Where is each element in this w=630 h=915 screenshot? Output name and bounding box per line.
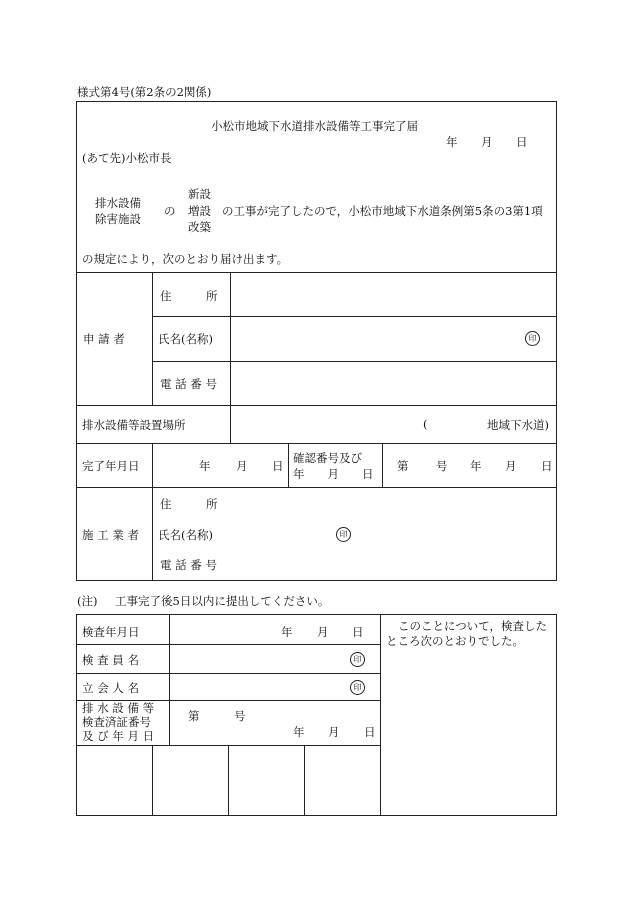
particle-no: の: [164, 204, 176, 218]
contractor-seal-icon: 印: [336, 527, 351, 542]
certificate-year: 年: [293, 725, 305, 739]
confirmation-day: 日: [541, 459, 553, 473]
contractor-label: 施 工 業 者: [82, 528, 139, 542]
certificate-label-1: 排 水 設 備 等: [82, 701, 155, 715]
location-label: 排水設備等設置場所: [82, 418, 186, 432]
submission-day: 日: [516, 135, 528, 149]
inspection-day: 日: [352, 625, 364, 639]
contractor-address-label: 住 所: [160, 497, 218, 511]
contractor-name-label: 氏名(名称): [158, 528, 213, 542]
witness-seal-icon: 印: [350, 680, 365, 695]
facility-type-2: 除害施設: [95, 212, 141, 226]
confirmation-number-prefix: 第: [397, 459, 409, 473]
completion-year: 年: [199, 459, 211, 473]
completion-day: 日: [272, 459, 284, 473]
note-marker: (注): [77, 594, 98, 608]
note-text: 工事完了後5日以内に提出してください。: [115, 594, 330, 608]
witness-label: 立 会 人 名: [82, 681, 139, 695]
work-type-extend: 増設: [188, 204, 211, 218]
confirmation-year: 年: [470, 459, 482, 473]
location-suffix: 地域下水道): [487, 418, 549, 432]
certificate-day: 日: [364, 725, 376, 739]
inspection-year: 年: [281, 625, 293, 639]
applicant-name-label: 氏名(名称): [158, 332, 213, 346]
contractor-phone-label: 電 話 番 号: [160, 558, 217, 572]
applicant-phone-label: 電 話 番 号: [160, 377, 217, 391]
statement-line-2: の規定により，次のとおり届け出ます。: [82, 252, 289, 266]
facility-type-1: 排水設備: [95, 196, 141, 210]
certificate-month: 月: [328, 725, 340, 739]
location-paren: (: [423, 417, 428, 431]
inspector-label: 検 査 員 名: [82, 653, 139, 667]
certificate-label-3: 及 び 年 月 日: [82, 729, 155, 743]
completion-date-label: 完了年月日: [82, 459, 140, 473]
confirmation-label: 確認番号及び: [293, 451, 362, 465]
statement-line-1: の工事が完了したので，小松市地域下水道条例第5条の3第1項: [222, 204, 543, 218]
submission-month: 月: [481, 135, 493, 149]
certificate-number-prefix: 第: [188, 709, 200, 723]
applicant-address-label: 住 所: [160, 289, 218, 303]
inspection-month: 月: [317, 625, 329, 639]
confirmation-month: 月: [505, 459, 517, 473]
completion-month: 月: [236, 459, 248, 473]
form-title: 小松市地域下水道排水設備等工事完了届: [211, 119, 418, 133]
confirmation-date-label: 年 月 日: [293, 467, 374, 481]
form-number: 様式第4号(第2条の2関係): [77, 85, 212, 99]
submission-year: 年: [446, 135, 458, 149]
inspection-remark-1: このことについて，検査した: [398, 619, 548, 633]
confirmation-number-suffix: 号: [436, 459, 448, 473]
certificate-label-2: 検査済証番号: [82, 715, 151, 729]
applicant-label: 申 請 者: [83, 332, 125, 346]
addressee: (あて先)小松市長: [82, 151, 172, 165]
inspection-remark-2: ところ次のとおりでした。: [386, 634, 524, 648]
applicant-seal-icon: 印: [525, 331, 540, 346]
work-type-rebuild: 改築: [188, 220, 211, 234]
inspection-date-label: 検査年月日: [82, 625, 140, 639]
work-type-new: 新設: [188, 187, 211, 201]
certificate-number-suffix: 号: [234, 709, 246, 723]
inspector-seal-icon: 印: [350, 652, 365, 667]
